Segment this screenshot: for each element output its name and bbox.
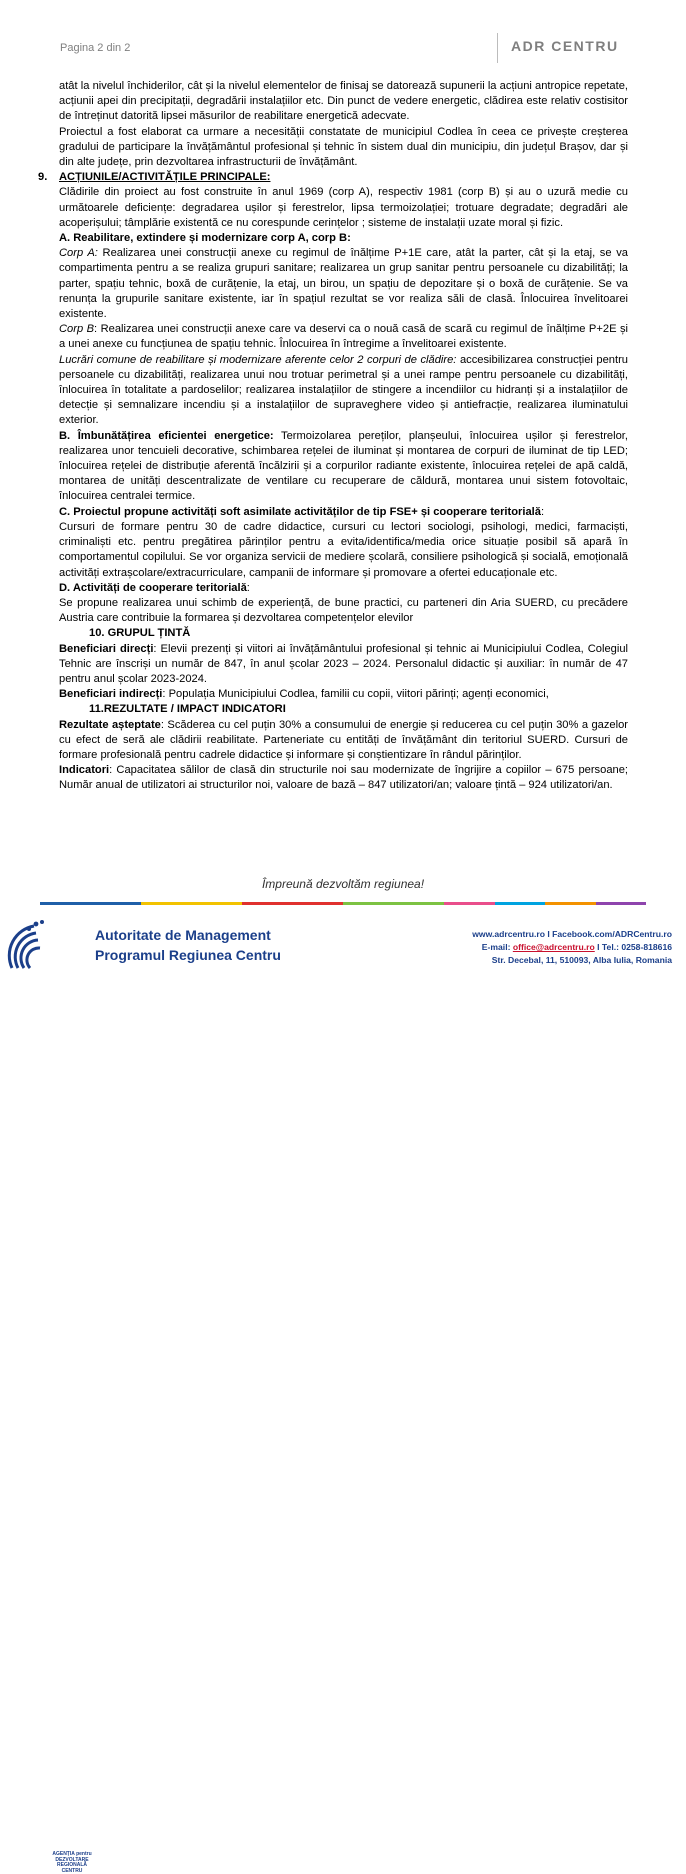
common-works-text: accesibilizarea construcției pentru persoanele cu dizabilități, realizarea unui nou trotuar perimetral și a unei rampe pentru persoanele cu dizabilități, înlocuirea în totalitate a pardoselilor; realizarea instalațiilor de stingere a incendiilor cu hidranți și a instalațiilor de detecție și semnalizare incendiu și a instalațiilor de supraveghere video și antiefracție, realizarea iluminatului exterior. (59, 353, 629, 427)
contact-separator: I (544, 929, 553, 939)
footer-motto: Împreună dezvoltăm regiunea! (261, 877, 425, 891)
contact-email-line (372, 942, 672, 952)
indicators-paragraph (38, 763, 628, 793)
corp-b-paragraph (38, 322, 628, 352)
subsection-c-heading (38, 505, 628, 520)
color-bar-segment (91, 902, 142, 905)
subsection-c-title: C. Proiectul propune activități soft asimilate activităților de tip FSE+ și cooperare teritorială (59, 505, 541, 518)
section-11-title: 11.REZULTATE / IMPACT INDICATORI (89, 703, 286, 716)
subsection-c-text: Cursuri de formare pentru 30 de cadre didactice, cursuri cu lectori sociologi, psihologi, medici, farmaciști, criminaliști etc. pentru pregătirea părinților pentru a evita/identifica/media orice situație posibil să apară în comportamentul copilului. Se vor organiza servicii de mediere școlară, consiliere psihologică și socială, emoțională activități extrașcolare/extracurriculare, campanii de informare și promovare a ofertei educaționale etc. (59, 520, 628, 579)
direct-beneficiaries-text: : Elevii prezenți și viitori ai învățământului profesional și tehnic ai Municipiului Codlea, Colegiul Tehnic are înscriși un număr de 847, în anul școlar 2023 – 2024. Personalul didactic și auxiliar: în număr de 47 pentru anul școlar 2023-2024. (59, 642, 628, 685)
adr-logo-text (46, 1852, 98, 1874)
indirect-beneficiaries-paragraph (38, 687, 628, 702)
direct-beneficiaries-paragraph (38, 642, 628, 688)
indicators-label: Indicatori (59, 764, 110, 777)
document-body (38, 79, 628, 794)
indirect-beneficiaries-text: : Populația Municipiului Codlea, familii cu copii, viitori părinți; agenți economici, (162, 688, 549, 701)
logo-text-line-4: CENTRU (61, 1867, 83, 1874)
phone-text: I Tel.: 0258-818616 (594, 942, 672, 952)
subsection-d-title: D. Activități de cooperare teritorială (59, 581, 247, 594)
section-9-title: ACȚIUNILE/ACTIVITĂȚILE PRINCIPALE: (59, 171, 271, 184)
subsection-a-title: A. Reabilitare, extindere și modernizare corp A, corp B: (59, 232, 351, 245)
color-bar-segment (596, 902, 647, 905)
email-link[interactable]: office@adrcentru.ro (512, 942, 595, 952)
website-link[interactable]: www.adrcentru.ro (472, 929, 545, 939)
section-9-intro: Clădirile din proiect au fost construite în anul 1969 (corp A), respectiv 1981 (corp B) și au o uzură medie cu următoarele deficiențe: degradarea ușilor și ferestrelor, lipsa termoizolației; trotuare degradate; degradări ale acoperișului; tâmplărie existentă ce nu corespunde cerințelor ; sisteme de instalații uzate moral și fizic. (59, 186, 628, 229)
logo-text-line-3: REGIONALĂ (57, 1862, 87, 1869)
color-bar-segment (242, 902, 293, 905)
subsection-b-title: B. Îmbunătățirea eficientei energetice: (59, 429, 274, 442)
subsection-d-text: Se propune realizarea unui schimb de experiență, de bune practici, cu parteneri din Aria SUERD, cu precădere Austria care contribuie la formarea și dezvoltarea competențelor elevilor (59, 596, 628, 625)
paragraph-intro-2: Proiectul a fost elaborat ca urmare a necesității constatate de municipiul Codlea în ceea ce privește creșterea gradului de participare la învățământul profesional și tehnic în sistem dual din municipiu, din județul Brașov, dar și din alte județe, prin dezvoltarea infrastructurii de învățământ. (59, 125, 628, 169)
section-9-number: 9. (38, 171, 48, 184)
subsection-b-text: Termoizolarea pereților, planșeului, înlocuirea ușilor și ferestrelor, realizarea unor tencuieli decorative, schimbarea rețelei de iluminat și montarea de corpuri de iluminat de tip LED; înlocuirea rețelei de distribuție aferentă încălzirii și a corpurilor radiante existente, înlocuirea rețelei de apă caldă, montarea de unități descentralizate de ventilare cu recuperare de căldură, montarea unui sistem fotovoltaic, înlocuirea centralei termice. (59, 429, 628, 503)
direct-beneficiaries-label: Beneficiari direcți (59, 642, 154, 655)
color-bar-segment (40, 902, 91, 905)
corp-a-text: Realizarea unei construcții anexe cu regimul de înălțime P+1E care, atât la parter, cât și la etaj, se va compartimenta pentru a se realiza grupuri sanitare; realizarea un grup sanitar pentru persoanele cu dizabilități; la parter, spațiu tehnic, boxă de curățenie, la etaj, un birou, un spațiu de depozitare și o boxă de curățenie. Se va renunța la grupurile sanitare existente, iar în spațiul rezultat se vor realiza săli de clasă. Înlocuirea învelitoarei existente. (59, 247, 628, 321)
common-works-label: Lucrări comune de reabilitare și modernizare aferente celor 2 corpuri de clădire: (59, 353, 457, 366)
corp-a-paragraph (38, 246, 628, 322)
color-bar-segment (394, 902, 445, 905)
color-bar-segment (192, 902, 243, 905)
logo-text-line-1: AGENȚIA pentru (52, 1851, 92, 1857)
footer-color-bar (40, 902, 646, 905)
color-bar-segment (293, 902, 344, 905)
indicators-text: : Capacitatea sălilor de clasă din structurile noi sau modernizate de îngrijire a copiilor – 675 persoane; Număr anual de utilizatori ai structurilor noi, valoare de bază – 847 utilizatori/an; valoare țintă – 924 utilizatori/an. (59, 764, 628, 792)
corp-a-label: Corp A: (59, 247, 98, 260)
contact-address: Str. Decebal, 11, 510093, Alba Iulia, Romania (491, 955, 672, 965)
subsection-c-colon: : (540, 505, 545, 518)
email-label: E-mail: (481, 942, 513, 952)
authority-line-2: Programul Regiunea Centru (95, 947, 281, 963)
color-bar-segment (343, 902, 394, 905)
header-divider (497, 33, 498, 63)
results-text: : Scăderea cu cel puțin 30% a consumului de energie și reducerea cu cel puțin 30% a gazelor cu efect de seră ale clădirii reabilitate. Parteneriate cu entități de învățământ din teritoriul SUERD. Cursuri de formare profesională pentru cadrele didactice și informare și conștientizare în rândul părinților. (59, 718, 628, 761)
indirect-beneficiaries-label: Beneficiari indirecți (59, 688, 163, 701)
adr-logo-mark-icon (4, 908, 94, 970)
subsection-d-heading (38, 581, 628, 596)
logo-text-line-2: DEZVOLTARE (55, 1856, 89, 1863)
subsection-d-colon: : (246, 581, 250, 594)
color-bar-segment (141, 902, 192, 905)
adr-logo (4, 908, 94, 1874)
section-10-title: 10. GRUPUL ȚINTĂ (89, 627, 191, 640)
subsection-b-paragraph (38, 429, 628, 505)
corp-b-label: Corp B (59, 323, 95, 336)
color-bar-segment (444, 902, 495, 905)
color-bar-segment (495, 902, 546, 905)
color-bar-segment (545, 902, 596, 905)
results-label: Rezultate așteptate (59, 718, 161, 731)
facebook-link[interactable]: Facebook.com/ADRCentru.ro (552, 929, 672, 939)
section-9-heading (38, 170, 628, 185)
page-number: Pagina 2 din 2 (60, 42, 131, 54)
paragraph-intro-1: atât la nivelul închiderilor, cât și la nivelul elementelor de finisaj se datorează supunerii la acțiuni antropice repetate, acțiunii apei din precipitații, degradării instalațiilor etc. Din punct de vedere energetic, clădirea este relativ costisitor de întreținut datorită lipsei măsurilor de reabilitare energetică adecvate. (59, 80, 628, 123)
results-paragraph (38, 718, 628, 764)
corp-b-text: : Realizarea unei construcții anexe care va deservi ca o nouă casă de scară cu regimul de înălțime P+2E și a unei anexe cu funcțiunea de spațiu tehnic. Înlocuirea în întregime a învelitoarei existente. (59, 323, 628, 351)
authority-line-1: Autoritate de Management (95, 927, 271, 943)
header-brand: ADR CENTRU (511, 38, 619, 54)
contact-web-line (372, 929, 672, 939)
common-works-paragraph (38, 353, 628, 429)
